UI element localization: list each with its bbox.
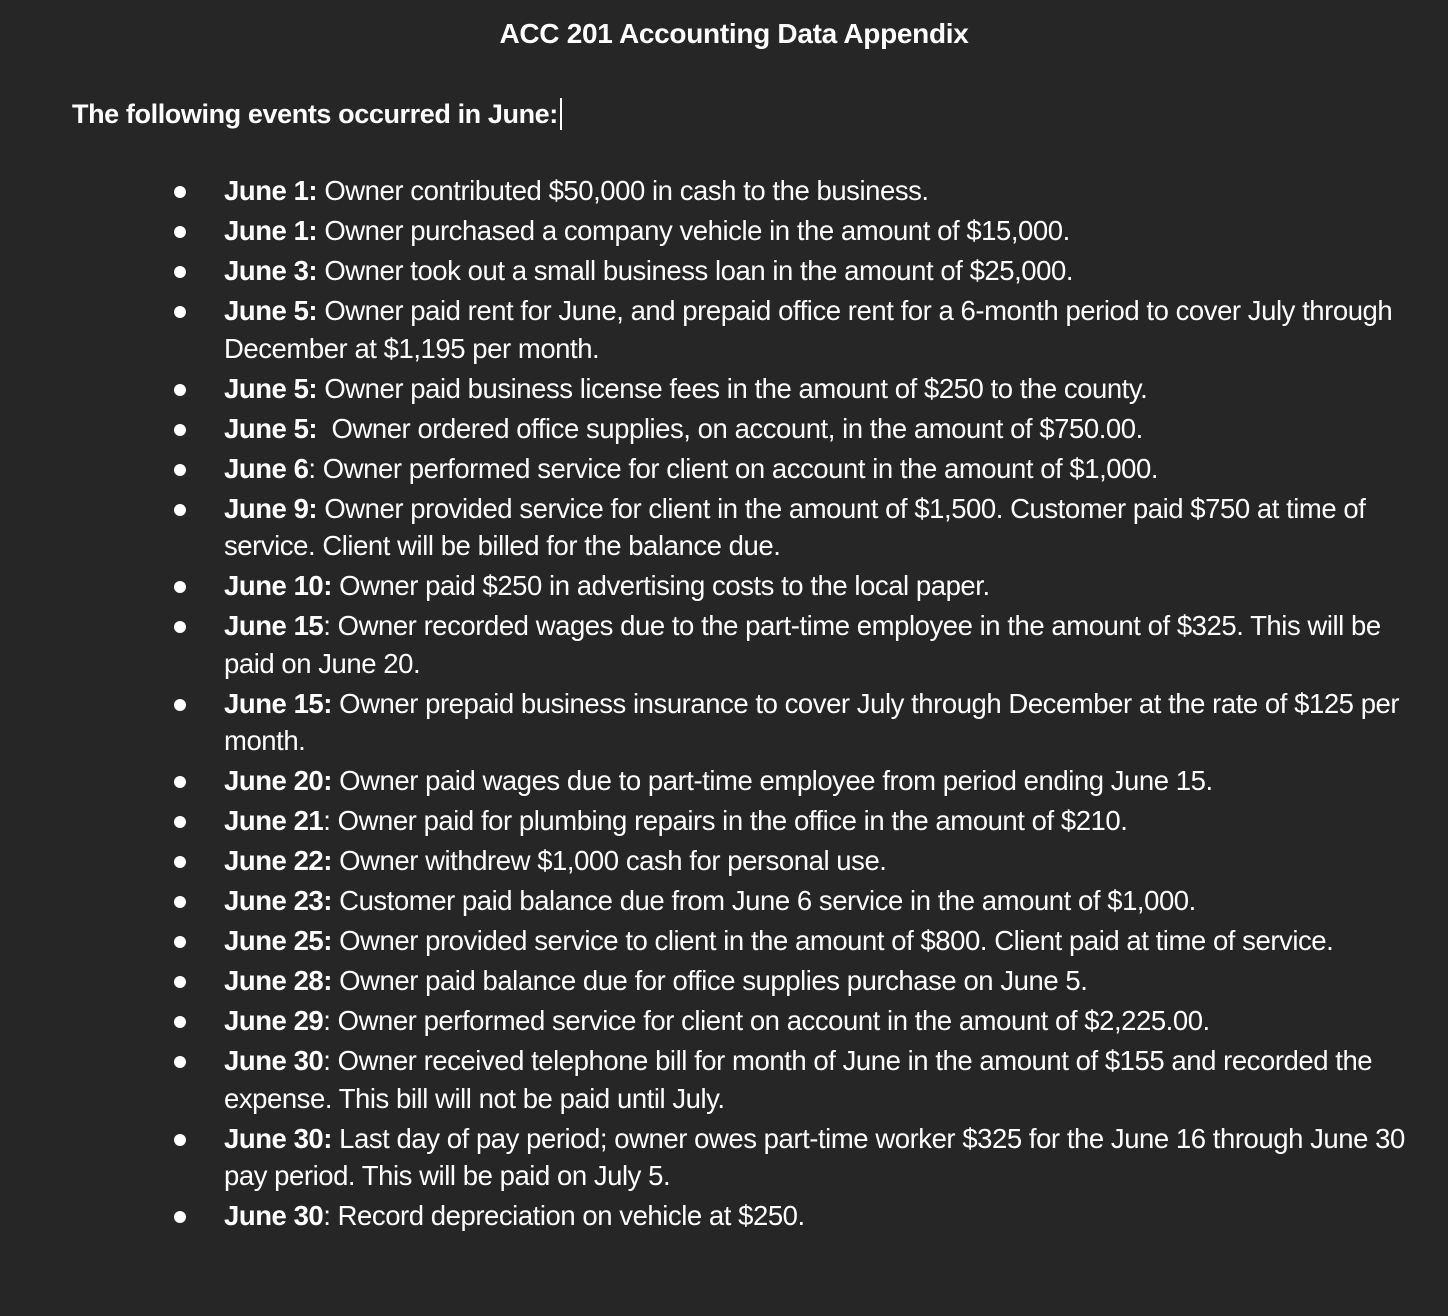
event-description: Owner paid rent for June, and prepaid office rent for a 6-month period to cover July through December at $1,195 per month. xyxy=(224,295,1400,364)
event-list-item xyxy=(0,172,1448,210)
event-date: June 10: xyxy=(224,570,332,601)
bullet-icon xyxy=(174,1211,186,1223)
bullet-icon xyxy=(174,306,186,318)
event-date: June 6 xyxy=(224,452,309,484)
event-description: Owner provided service for client in the amount of $1,500. Customer paid $750 at time of service. Client will be billed for the balance due. xyxy=(224,492,1373,561)
event-list-item xyxy=(0,922,1448,960)
bullet-icon xyxy=(174,776,186,788)
event-description: : Owner performed service for client on account in the amount of $2,225.00. xyxy=(323,1005,1210,1036)
event-date: June 5: xyxy=(224,372,318,404)
event-description: Owner took out a small business loan in the amount of $25,000. xyxy=(317,255,1074,286)
event-description: : Owner paid for plumbing repairs in the office in the amount of $210. xyxy=(323,805,1128,836)
text-cursor xyxy=(560,98,562,130)
event-list-item xyxy=(0,685,1448,760)
event-list-item xyxy=(0,212,1448,250)
event-date: June 22: xyxy=(224,845,332,876)
event-list-item xyxy=(0,490,1448,565)
event-date: June 15 xyxy=(224,610,324,641)
bullet-icon xyxy=(174,621,186,633)
event-list-item xyxy=(0,762,1448,800)
event-date: June 15: xyxy=(224,687,332,719)
bullet-icon xyxy=(174,856,186,868)
event-list-item xyxy=(0,1197,1448,1235)
event-date: June 29 xyxy=(224,1005,324,1036)
event-date: June 5: xyxy=(224,412,318,444)
event-date: June 1: xyxy=(224,175,318,206)
event-date: June 21 xyxy=(224,805,324,836)
bullet-icon xyxy=(174,581,186,593)
bullet-icon xyxy=(174,266,186,278)
event-date: June 25: xyxy=(224,925,332,956)
event-description: : Owner received telephone bill for month of June in the amount of $155 and recorded the expense. This bill will not be paid until July. xyxy=(224,1045,1380,1114)
event-list-item xyxy=(0,882,1448,920)
event-date: June 5: xyxy=(224,295,318,326)
bullet-icon xyxy=(174,896,186,908)
event-list-item xyxy=(0,962,1448,1000)
event-description: Owner ordered office supplies, on account, in the amount of $750.00. xyxy=(317,412,1143,444)
event-description: Owner purchased a company vehicle in the amount of $15,000. xyxy=(317,215,1070,246)
intro-paragraph[interactable] xyxy=(72,94,562,134)
events-list xyxy=(0,172,1448,1237)
event-date: June 3: xyxy=(224,255,318,286)
bullet-icon xyxy=(174,1016,186,1028)
event-description: Owner paid business license fees in the amount of $250 to the county. xyxy=(317,372,1148,404)
event-description: Last day of pay period; owner owes part-time worker $325 for the June 16 through June 30 pay period. This will be paid on July 5. xyxy=(224,1122,1413,1191)
event-description: Owner paid $250 in advertising costs to the local paper. xyxy=(331,570,990,601)
bullet-icon xyxy=(174,699,186,711)
event-description: Owner provided service to client in the amount of $800. Client paid at time of service. xyxy=(331,925,1334,956)
event-list-item xyxy=(0,370,1448,408)
event-list-item xyxy=(0,1002,1448,1040)
event-description: Owner paid wages due to part-time employee from period ending June 15. xyxy=(331,765,1213,796)
event-description: Owner withdrew $1,000 cash for personal use. xyxy=(331,845,887,876)
event-list-item xyxy=(0,450,1448,488)
bullet-icon xyxy=(174,936,186,948)
event-date: June 30 xyxy=(224,1045,324,1076)
bullet-icon xyxy=(174,816,186,828)
bullet-icon xyxy=(174,504,186,516)
bullet-icon xyxy=(174,1056,186,1068)
event-description: : Owner recorded wages due to the part-time employee in the amount of $325. This will be paid on June 20. xyxy=(224,610,1388,679)
bullet-icon xyxy=(174,424,186,436)
event-date: June 30: xyxy=(224,1122,332,1154)
event-list-item xyxy=(0,567,1448,605)
event-description: Owner prepaid business insurance to cover July through December at the rate of $125 per month. xyxy=(224,687,1407,756)
document-title: ACC 201 Accounting Data Appendix xyxy=(499,18,969,49)
event-date: June 28: xyxy=(224,965,332,996)
event-date: June 30 xyxy=(224,1200,324,1231)
event-list-item xyxy=(0,802,1448,840)
bullet-icon xyxy=(174,976,186,988)
bullet-icon xyxy=(174,384,186,396)
event-list-item xyxy=(0,410,1448,448)
bullet-icon xyxy=(174,226,186,238)
event-list-item xyxy=(0,842,1448,880)
event-date: June 20: xyxy=(224,765,332,796)
event-list-item xyxy=(0,1120,1448,1195)
event-list-item xyxy=(0,292,1448,367)
event-description: Customer paid balance due from June 6 service in the amount of $1,000. xyxy=(331,885,1196,916)
event-list-item xyxy=(0,252,1448,290)
event-list-item xyxy=(0,607,1448,682)
bullet-icon xyxy=(174,1134,186,1146)
event-date: June 23: xyxy=(224,885,332,916)
intro-text: The following events occurred in June: xyxy=(72,99,558,129)
event-date: June 1: xyxy=(224,215,318,246)
event-description: Owner paid balance due for office supplies purchase on June 5. xyxy=(331,965,1088,996)
event-description: : Owner performed service for client on account in the amount of $1,000. xyxy=(308,452,1159,484)
event-date: June 9: xyxy=(224,492,318,524)
event-description: Owner contributed $50,000 in cash to the business. xyxy=(317,175,929,206)
bullet-icon xyxy=(174,464,186,476)
event-description: : Record depreciation on vehicle at $250. xyxy=(323,1200,805,1231)
event-list-item xyxy=(0,1042,1448,1117)
bullet-icon xyxy=(174,186,186,198)
